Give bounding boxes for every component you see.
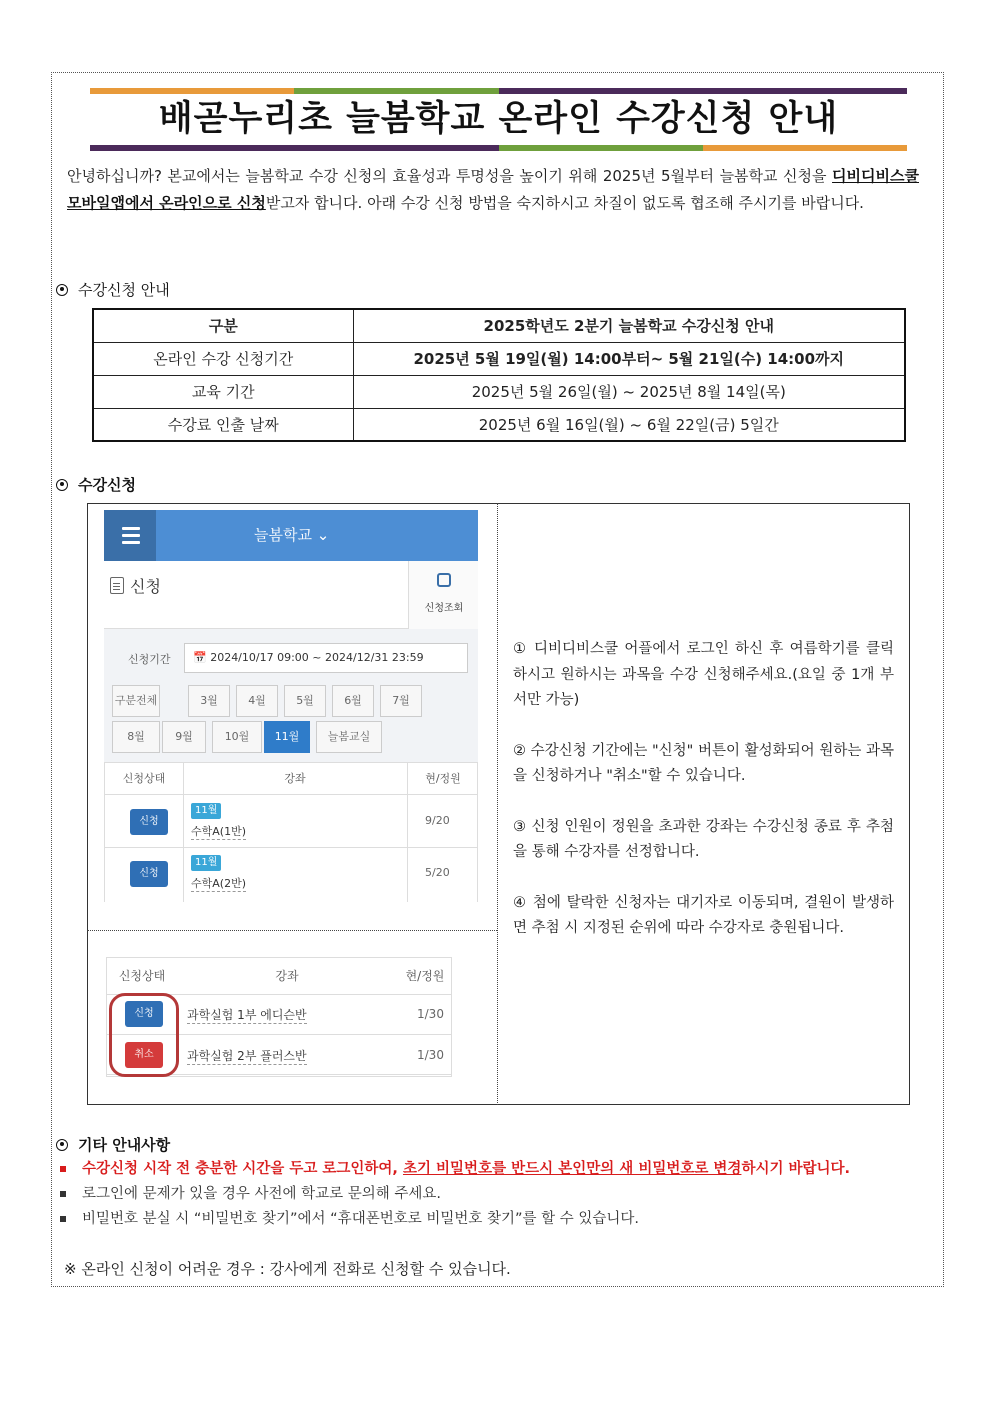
course-name[interactable]: 수학A(1반): [191, 825, 246, 838]
app-navbar: [104, 510, 478, 561]
table-row: 교육 기간 2025년 5월 26일(월) ~ 2025년 8월 14일(목): [93, 375, 905, 408]
title-bar-top: [90, 88, 907, 94]
period-field: 📅 2024/10/17 09:00 ~ 2024/12/31 23:59: [184, 643, 468, 673]
apply-button[interactable]: 신청: [130, 861, 168, 887]
step-2: ② 수강신청 기간에는 "신청" 버튼이 활성화되어 원하는 과목을 신청하거나 "취소"할 수 있습니다.: [513, 742, 894, 784]
circle-bullet-icon: [56, 1139, 68, 1151]
app-subheader: [104, 561, 478, 629]
section-etc-heading: 기타 안내사항: [56, 1134, 170, 1155]
filter-month[interactable]: 늘봄교실: [316, 721, 382, 753]
highlight-ring: [109, 993, 179, 1077]
table-header-row: 구분 2025학년도 2분기 늘봄학교 수강신청 안내: [93, 309, 905, 342]
section-info-heading: 수강신청 안내: [56, 279, 170, 300]
circle-bullet-icon: [56, 479, 68, 491]
col-count: 현/정원: [405, 969, 445, 983]
intro-paragraph: 안녕하십니까? 본교에서는 늘봄학교 수강 신청의 효율성과 투명성을 높이기 위해 2025년 5월부터 늘봄학교 신청을 디비디비스쿨 모바일앱에서 온라인으로 신청받고자 합니다. 아래 수강 신청 방법을 숙지하시고 차질이 없도록 협조해 주시기를 바랍니다.: [67, 167, 919, 212]
course-count: 1/30: [417, 1048, 444, 1062]
horizontal-divider: [87, 930, 497, 931]
steps-text: [513, 637, 894, 967]
course-table: [104, 762, 478, 902]
app-screenshot-main: [104, 510, 478, 902]
course-count: 9/20: [425, 814, 450, 827]
info-table: [92, 308, 906, 442]
lookup-button[interactable]: 신청조회: [408, 561, 478, 629]
step-3: ③ 신청 인원이 정원을 초과한 강좌는 수강신청 종료 후 추첨을 통해 수강자를 선정합니다.: [513, 818, 894, 860]
notice-list: [60, 1160, 920, 1235]
month-tag: 11월: [191, 855, 221, 871]
col-status: 신청상태: [105, 763, 183, 795]
period-label: 신청기간: [128, 653, 171, 666]
step-1: ① 디비디비스쿨 어플에서 로그인 하신 후 여름학기를 클릭하시고 원하시는 과목을 수강 신청해주세요.(요일 중 1개 부서만 가능): [513, 641, 894, 708]
app-page-title: 신청: [130, 577, 161, 596]
month-tag: 11월: [191, 803, 221, 819]
vertical-divider: [497, 503, 498, 1105]
notice-item: 로그인에 문제가 있을 경우 사전에 학교로 문의해 주세요.: [60, 1185, 920, 1203]
filter-month[interactable]: 8월: [112, 721, 160, 753]
document-icon: [110, 577, 124, 594]
circle-bullet-icon: [56, 284, 68, 296]
table-row: 수강료 인출 날짜 2025년 6월 16일(월) ~ 6월 22일(금) 5일간: [93, 408, 905, 441]
filter-all[interactable]: 구분전체: [112, 685, 160, 717]
filter-month-active[interactable]: 11월: [264, 721, 310, 753]
cancel-button[interactable]: 취소: [125, 1042, 163, 1068]
square-bullet-icon: [60, 1166, 66, 1172]
course-count: 1/30: [417, 1007, 444, 1021]
square-bullet-icon: [60, 1216, 66, 1222]
notice-item-important: 수강신청 시작 전 충분한 시간을 두고 로그인하여, 초기 비밀번호를 반드시 본인만의 새 비밀번호로 변경하시기 바랍니다.: [60, 1160, 920, 1178]
page-title: 배곧누리초 늘봄학교 온라인 수강신청 안내: [158, 99, 839, 139]
filter-month[interactable]: 5월: [284, 685, 326, 717]
col-course: 강좌: [275, 969, 299, 983]
col-count: 현/정원: [407, 763, 478, 795]
filter-month[interactable]: 9월: [162, 721, 206, 753]
title-bar-bottom: [90, 145, 907, 151]
table-row: 온라인 수강 신청기간 2025년 5월 19일(월) 14:00부터~ 5월 21일(수) 14:00까지: [93, 342, 905, 375]
apply-button[interactable]: 신청: [130, 809, 168, 835]
col-status: 신청상태: [118, 969, 166, 983]
course-count: 5/20: [425, 866, 450, 879]
section-apply-heading: 수강신청: [56, 474, 136, 495]
filter-month[interactable]: 7월: [380, 685, 422, 717]
filter-month[interactable]: 3월: [188, 685, 230, 717]
course-name[interactable]: 수학A(2반): [191, 877, 246, 890]
filter-month[interactable]: 4월: [236, 685, 278, 717]
apply-button[interactable]: 신청: [125, 1001, 163, 1027]
intro-highlight: 디비디비스쿨 모바일앱에서 온라인으로 신청: [67, 167, 919, 212]
menu-icon[interactable]: [104, 510, 156, 561]
app-nav-title[interactable]: 늘봄학교 ⌄: [254, 526, 330, 544]
notice-item: 비밀번호 분실 시 “비밀번호 찾기”에서 “휴대폰번호로 비밀번호 찾기”를 할 수 있습니다.: [60, 1210, 920, 1228]
course-name[interactable]: 과학실험 2부 플러스반: [187, 1049, 307, 1063]
course-name[interactable]: 과학실험 1부 에디슨반: [187, 1008, 307, 1022]
footnote: ※ 온라인 신청이 어려운 경우 : 강사에게 전화로 신청할 수 있습니다.: [64, 1260, 511, 1278]
filter-month[interactable]: 10월: [212, 721, 262, 753]
col-course: 강좌: [183, 763, 407, 795]
step-4: ④ 첨에 탈락한 신청자는 대기자로 이동되며, 결원이 발생하면 추첨 시 지정된 순위에 따라 수강자로 충원됩니다.: [513, 894, 894, 936]
lookup-icon: [437, 573, 451, 587]
filter-month[interactable]: 6월: [332, 685, 374, 717]
square-bullet-icon: [60, 1191, 66, 1197]
